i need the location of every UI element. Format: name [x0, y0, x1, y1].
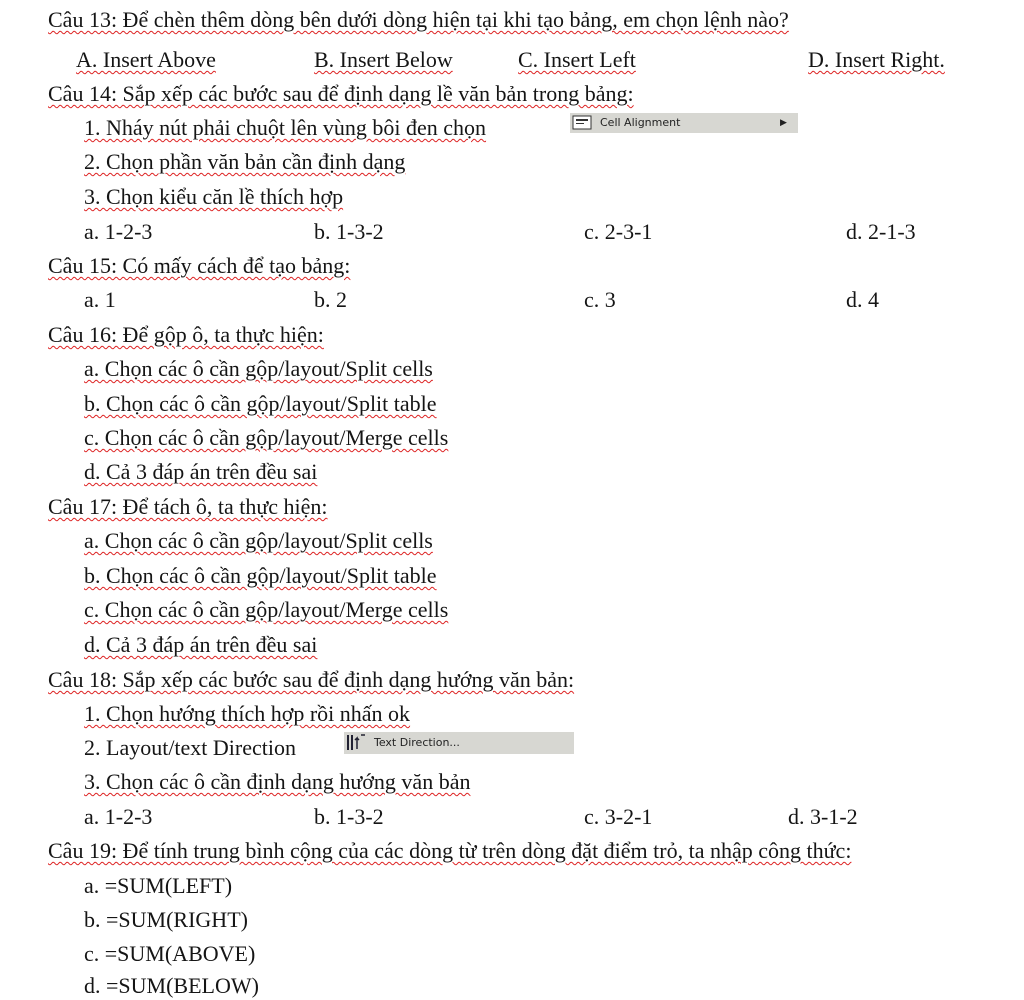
q17-option-c: c. Chọn các ô cần gộp/layout/Merge cells: [84, 597, 449, 622]
q18-step-3: 3. Chọn các ô cần định dạng hướng văn bản: [84, 769, 471, 794]
q19-option-a: a. =SUM(LEFT): [84, 873, 233, 898]
q14-option-b: b. 1-3-2: [314, 219, 384, 244]
text-direction-label: Text Direction...: [374, 736, 460, 749]
q19-option-c: c. =SUM(ABOVE): [84, 941, 256, 966]
q18-step-1: 1. Chọn hướng thích hợp rồi nhấn ok: [84, 701, 411, 726]
q16-option-a: a. Chọn các ô cần gộp/layout/Split cells: [84, 356, 433, 381]
q15-option-d: d. 4: [846, 287, 879, 312]
q14-step-2: 2. Chọn phần văn bản cần định dạng: [84, 149, 406, 174]
cell-alignment-menu-item: [570, 113, 798, 133]
q14-option-a: a. 1-2-3: [84, 219, 153, 244]
question-13-title: Câu 13: Để chèn thêm dòng bên dưới dòng hiện tại khi tạo bảng, em chọn lệnh nào?: [48, 7, 789, 32]
question-18-title: Câu 18: Sắp xếp các bước sau để định dạng hướng văn bản:: [48, 667, 575, 692]
q17-option-a: a. Chọn các ô cần gộp/layout/Split cells: [84, 528, 433, 553]
cell-alignment-label: Cell Alignment: [600, 116, 681, 129]
q19-option-d: d. =SUM(BELOW): [84, 973, 259, 998]
q18-option-d: d. 3-1-2: [788, 804, 858, 829]
q16-option-d: d. Cả 3 đáp án trên đều sai: [84, 459, 318, 484]
q16-option-c: c. Chọn các ô cần gộp/layout/Merge cells: [84, 425, 449, 450]
q18-option-b: b. 1-3-2: [314, 804, 384, 829]
q17-option-b: b. Chọn các ô cần gộp/layout/Split table: [84, 563, 437, 588]
q16-option-b: b. Chọn các ô cần gộp/layout/Split table: [84, 391, 437, 416]
question-17-title: Câu 17: Để tách ô, ta thực hiện:: [48, 494, 328, 519]
q18-option-c: c. 3-2-1: [584, 804, 653, 829]
q15-option-c: c. 3: [584, 287, 616, 312]
submenu-arrow-icon: ▶: [780, 118, 787, 128]
q13-option-c: C. Insert Left: [518, 47, 636, 72]
text-direction-icon: [346, 734, 366, 759]
q13-option-d: D. Insert Right.: [808, 47, 945, 72]
q13-option-a: A. Insert Above: [76, 47, 216, 72]
q14-option-c: c. 2-3-1: [584, 219, 653, 244]
q14-option-d: d. 2-1-3: [846, 219, 916, 244]
question-14-title: Câu 14: Sắp xếp các bước sau để định dạng lề văn bản trong bảng:: [48, 81, 634, 106]
q14-step-3: 3. Chọn kiểu căn lề thích hợp: [84, 184, 344, 209]
q15-option-b: b. 2: [314, 287, 347, 312]
q18-option-a: a. 1-2-3: [84, 804, 153, 829]
q17-option-d: d. Cả 3 đáp án trên đều sai: [84, 632, 318, 657]
q15-option-a: a. 1: [84, 287, 116, 312]
cell-alignment-icon: [572, 115, 592, 137]
q19-option-b: b. =SUM(RIGHT): [84, 907, 248, 932]
question-15-title: Câu 15: Có mấy cách để tạo bảng:: [48, 253, 351, 278]
question-19-title: Câu 19: Để tính trung bình cộng của các dòng từ trên dòng đặt điểm trỏ, ta nhập công thức:: [48, 838, 852, 863]
q13-option-b: B. Insert Below: [314, 47, 453, 72]
question-16-title: Câu 16: Để gộp ô, ta thực hiện:: [48, 322, 324, 347]
q18-step-2: 2. Layout/text Direction: [84, 735, 296, 760]
q14-step-1: 1. Nháy nút phải chuột lên vùng bôi đen chọn: [84, 115, 487, 140]
text-direction-menu-item: [344, 732, 574, 754]
